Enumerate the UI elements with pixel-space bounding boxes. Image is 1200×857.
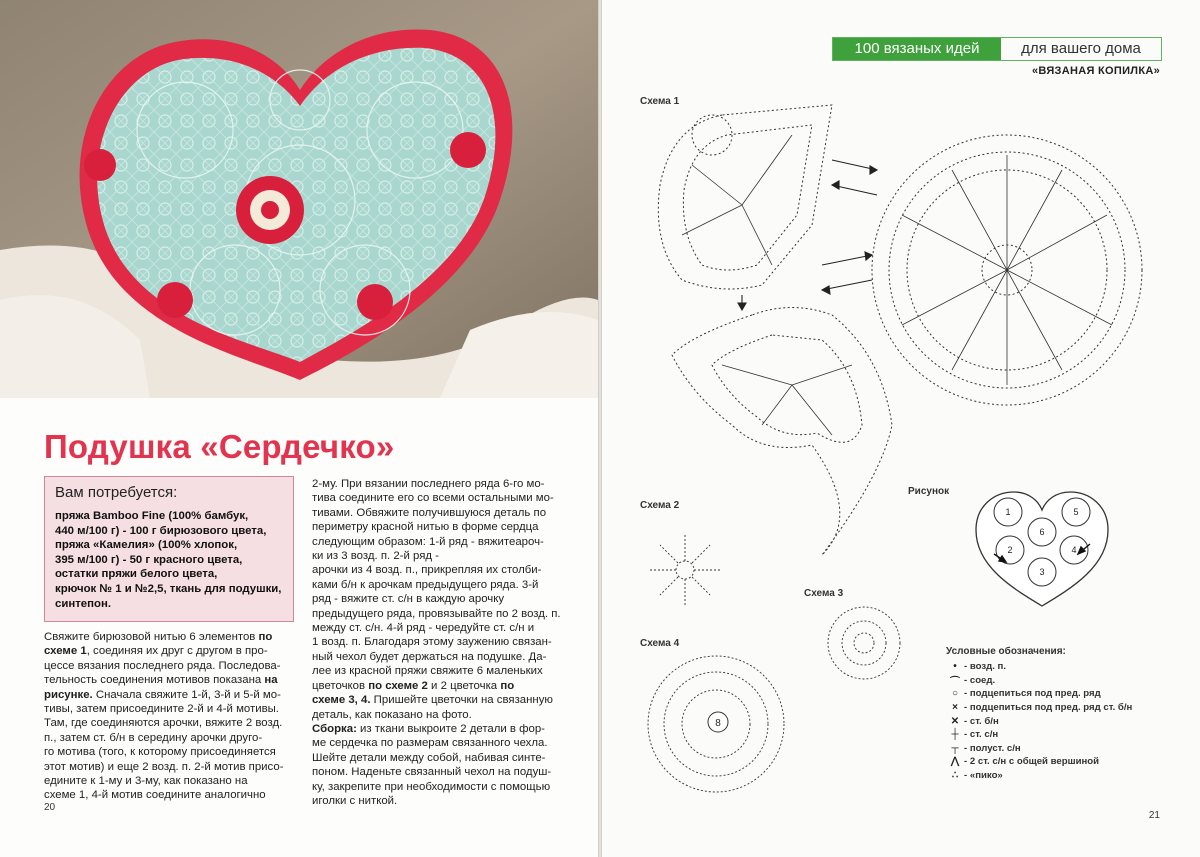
legend-text: - ст. б/н [964,715,999,727]
heart-number-2: 2 [1007,545,1013,555]
materials-list: пряжа Bamboo Fine (100% бамбук, 440 м/100 г) - 100 г бирюзового цвета, пряжа «Камелия» (100% хлопок, 395 м/100 г) - 50 г красного цвета, остатки пряжи белого цвета, крючок № 1 и №2,5, ткань для подушки, синтепон. [55,510,282,610]
legend-row [946,701,1156,715]
legend-symbol: ⌒ [950,676,960,688]
legend-symbol: ⋀ [950,756,960,768]
banner-white: для вашего дома [1021,40,1141,57]
legend-heading: Условные обозначения: [946,646,1066,657]
legend-row [946,728,1156,742]
legend-text: - соед. [964,674,996,686]
legend-symbol: ┬ [951,742,959,754]
legend-symbol: ┼ [951,729,959,741]
heart-number-6: 6 [1039,527,1045,537]
legend-text: - 2 ст. с/н с общей вершиной [964,756,1100,768]
banner-green: 100 вязаных идей [833,38,1001,60]
heart-number-5: 5 [1073,507,1079,517]
scheme3-diagram [814,603,914,683]
materials-heading: Вам потребуется: [55,484,178,501]
legend-text: - возд. п. [964,661,1007,673]
legend-symbol: • [953,661,957,673]
scheme4-center-number: 8 [715,718,721,729]
legend-text: - подцепиться под пред. ряд ст. б/н [964,702,1133,714]
scheme3-label: Схема 3 [804,588,844,599]
heart-number-1: 1 [1005,507,1011,517]
left-page [0,0,598,857]
scheme2-label: Схема 2 [640,500,680,511]
legend-text: - ст. с/н [964,729,999,741]
heart-number-3: 3 [1039,567,1045,577]
legend-row [946,755,1156,769]
instructions-column-1: Свяжите бирюзовой нитью 6 элементов по схеме 1, соединяя их друг с другом в про- цессе вязания последнего ряда. Последова- тельность соединения мотивов показана на рисунке. Сначала свяжите 1-й, 3-й и 5-й мо- тивы, затем присоедините 2-й и 4-й мотивы. Там, где соединяются арочки, вяжите 2 возд. п., затем ст. б/н в середину арочки друго- го мотива (того, к которому присоединяется этот мотив) и еще 2 возд. п. 2-й мотив присо- едините к 1-му и 3-му, как показано на схеме 1, 4-й мотив соедините аналогично [44,631,284,802]
page-number-left: 20 [44,802,56,813]
materials-box [44,476,294,622]
scheme4-diagram [640,650,790,800]
pillow-photo [0,0,598,398]
legend-symbol: ✕ [950,715,960,727]
scheme1-label: Схема 1 [640,96,680,107]
page-number-right: 21 [1148,810,1160,821]
legend-symbol: ∴ [951,770,959,782]
instructions-column-2: 2-му. При вязании последнего ряда 6-го мо- тива соедините его со всеми остальными мо- тивами. Обвяжите получившуюся деталь по периметру красной нитью в форме сердца следующим образом: 1-й ряд - вяжитеароч- ки из 3 возд. п. 2-й ряд - арочки из 4 возд. п., прикрепляя их столби- ками б/н к арочкам предыдущего ряда. 3-й ряд - вяжите ст. с/н в каждую арочку предыдущего ряда, провязывайте по 2 возд. п. между ст. с/н. 4-й ряд - чередуйте ст. с/н и 1 возд. п. Благодаря этому заужению связан- ный чехол будет держаться на подушке. Да- лее из красной пряжи свяжите 6 маленьких цветочков по схеме 2 и 2 цветочка по схеме 3, 4. Пришейте цветочки на связанную деталь, как показано на фото. Сборка: из ткани выкроите 2 детали в фор- ме сердечка по размерам связанного чехла. Шейте детали между собой, набивая синте- поном. Наденьте связанный чехол на подуш- ку, закрепите при необходимости с помощью иголки с ниткой. [312,478,561,807]
center-flower [236,176,304,244]
article-title: Подушка «Сердечко» [44,428,395,465]
section-subtitle: «ВЯЗАНАЯ КОПИЛКА» [1031,65,1160,77]
legend-text: - «пико» [964,770,1003,782]
right-page [602,0,1200,857]
legend-row [946,687,1156,701]
figure-label: Рисунок [908,486,950,497]
legend-row [946,769,1156,783]
symbol-legend [946,646,1156,782]
legend-row [946,674,1156,688]
legend-symbol: ○ [951,688,959,700]
scheme4-label: Схема 4 [640,638,680,649]
legend-symbol: × [952,702,958,714]
legend-row [946,742,1156,756]
legend-row [946,714,1156,728]
legend-text: - подцепиться под пред. ряд [964,688,1101,700]
heart-figure [972,488,1112,613]
scheme2-diagram [640,530,730,610]
series-banner [832,37,1162,61]
legend-text: - полуст. с/н [964,742,1021,754]
legend-row [946,660,1156,674]
heart-number-4: 4 [1071,545,1077,555]
